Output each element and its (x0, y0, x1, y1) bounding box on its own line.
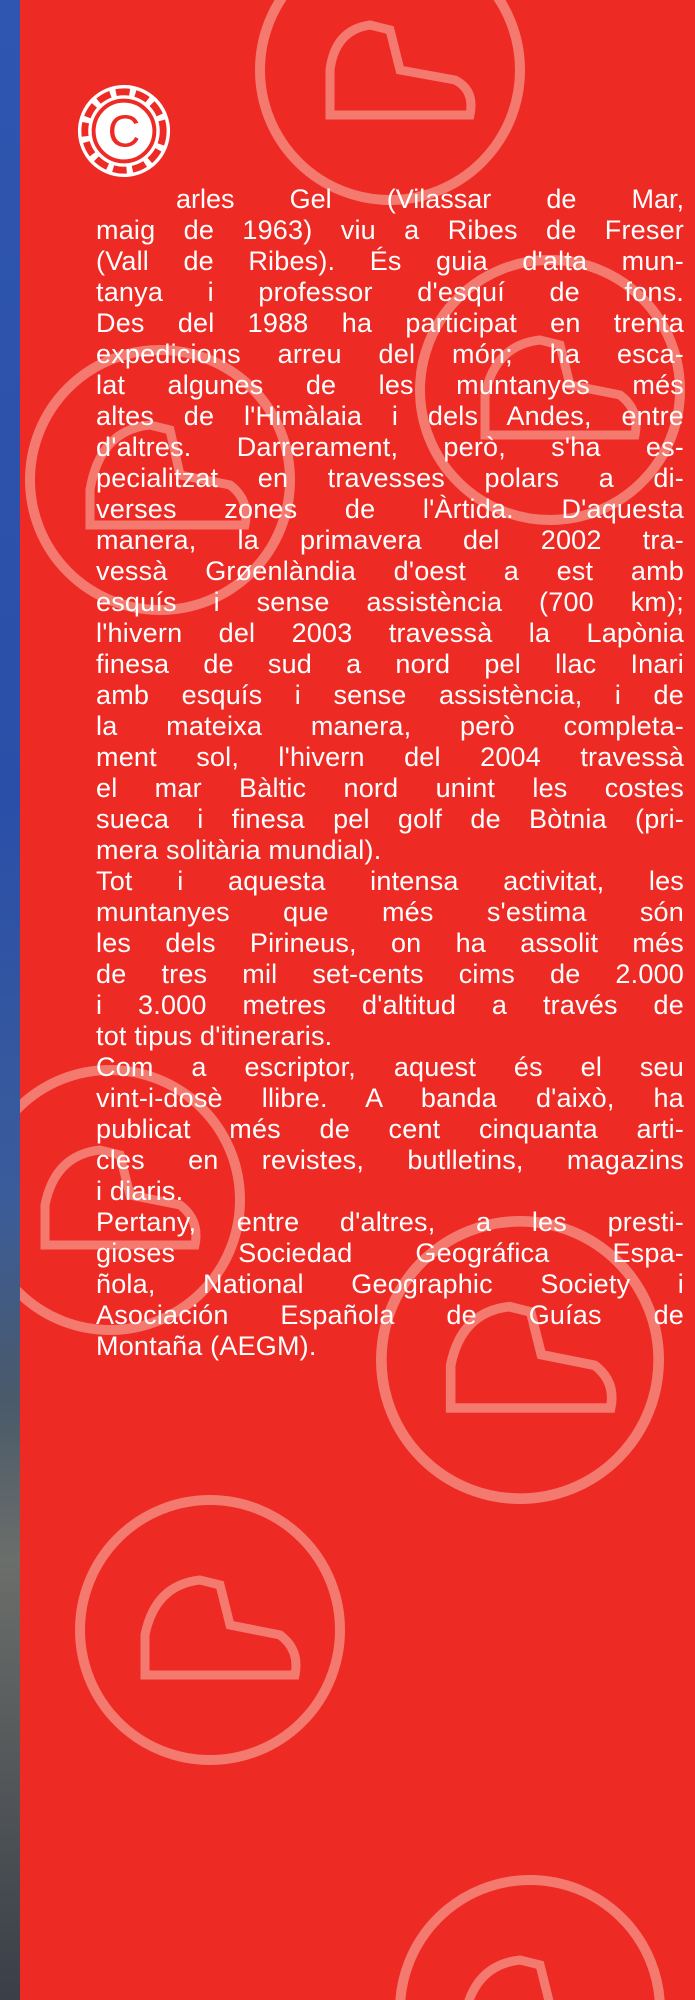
bio-line: muntanyes que més s'estima són (96, 897, 684, 927)
bio-paragraph-3 (96, 1052, 684, 1207)
bio-line: la mateixa manera, però completa- (96, 711, 684, 741)
bio-line: l'hivern del 2003 travessà la Lapònia (96, 618, 684, 648)
bio-line: sueca i finesa pel golf de Bòtnia (pri- (96, 804, 684, 834)
bio-line: manera, la primavera del 2002 tra- (96, 525, 684, 555)
bio-line: finesa de sud a nord pel llac Inari (96, 649, 684, 679)
bio-line: amb esquís i sense assistència, i de (96, 680, 684, 710)
bio-line: cles en revistes, butlletins, magazins (96, 1145, 684, 1175)
bio-line: Montaña (AEGM). (96, 1331, 317, 1361)
bio-line: de tres mil set-cents cims de 2.000 (96, 959, 684, 989)
bio-line: Des del 1988 ha participat en trenta (96, 308, 684, 338)
bio-line: lat algunes de les muntanyes més (96, 370, 684, 400)
bio-line: vint-i-dosè llibre. A banda d'això, ha (96, 1083, 684, 1113)
left-cover-strip (0, 0, 20, 2000)
bio-line: Tot i aquesta intensa activitat, les (96, 866, 684, 896)
bio-line: Asociación Española de Guías de (96, 1300, 684, 1330)
bio-line: i 3.000 metres d'altitud a través de (96, 990, 684, 1020)
bio-line: i diaris. (96, 1176, 184, 1206)
bio-line: el mar Bàltic nord unint les costes (96, 773, 684, 803)
bio-first-line: arles Gel (Vilassar de Mar, (176, 184, 684, 214)
bio-line: maig de 1963) viu a Ribes de Freser (96, 215, 684, 245)
bio-line: Com a escriptor, aquest és el seu (96, 1052, 684, 1082)
boot-icon (60, 1480, 360, 1780)
bio-paragraph-1 (96, 215, 684, 866)
bio-line: d'altres. Darrerament, però, s'ha es- (96, 432, 684, 462)
bio-line: ment sol, l'hivern del 2004 travessà (96, 742, 684, 772)
drop-cap-letter: C (107, 105, 141, 157)
bio-line: expedicions arreu del món; ha esca- (96, 339, 684, 369)
bio-line: pecialitzat en travesses polars a di- (96, 463, 684, 493)
bio-line: gioses Sociedad Geográfica Espa- (96, 1238, 684, 1268)
bio-paragraph-4 (96, 1207, 684, 1362)
bio-line: ñola, National Geographic Society i (96, 1269, 684, 1299)
biography-text (96, 215, 684, 1362)
boot-icon (380, 1860, 680, 2000)
bio-line: (Vall de Ribes). És guia d'alta mun- (96, 246, 684, 276)
bio-line: mera solitària mundial). (96, 835, 382, 865)
bio-line: tot tipus d'itineraris. (96, 1021, 333, 1051)
bio-line: altes de l'Himàlaia i dels Andes, entre (96, 401, 684, 431)
bio-paragraph-2 (96, 866, 684, 1052)
bio-line: vessà Grøenlàndia d'oest a est amb (96, 556, 684, 586)
bio-line: Pertany, entre d'altres, a les presti- (96, 1207, 684, 1237)
drop-cap-badge (75, 82, 173, 180)
bio-line: les dels Pirineus, on ha assolit més (96, 928, 684, 958)
bio-line: publicat més de cent cinquanta arti- (96, 1114, 684, 1144)
bio-line: esquís i sense assistència (700 km); (96, 587, 684, 617)
bio-line: verses zones de l'Àrtida. D'aquesta (96, 494, 684, 524)
bio-line: tanya i professor d'esquí de fons. (96, 277, 684, 307)
